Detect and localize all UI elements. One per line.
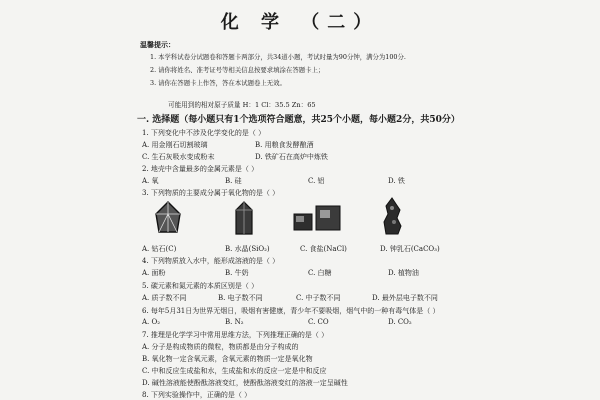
q1-option-d: D. 铁矿石在高炉中炼铁 [255, 153, 328, 161]
question-7: 7. 推理是化学学习中常用思维方法，下列推理正确的是（ ） [142, 331, 329, 339]
stalactite-image [380, 196, 404, 236]
q4-option-d: D. 植物油 [388, 269, 419, 277]
q6-option-a: A. O₂ [142, 318, 161, 326]
question-3: 3. 下列物质的主要成分属于氧化物的是（ ） [142, 189, 280, 197]
q2-option-b: B. 硅 [225, 177, 242, 185]
q5-option-d: D. 最外层电子数不同 [372, 294, 438, 302]
question-5: 5. 碳元素和氮元素的本质区别是（ ） [142, 282, 259, 290]
q7-option-c: C. 中和反应生成盐和水，生成盐和水的反应一定是中和反应 [142, 367, 327, 375]
q4-option-a: A. 面粉 [142, 269, 166, 277]
diamond-image [150, 200, 186, 236]
q6-option-c: C. CO [308, 318, 329, 326]
section-title: 一. 选择题（每小题只有1个选项符合题意，共25个小题，每小题2分，共50分） [137, 115, 460, 125]
q7-option-b: B. 氧化物一定含氧元素，含氧元素的物质一定是氧化物 [142, 355, 313, 363]
q5-option-b: B. 电子数不同 [218, 294, 263, 302]
q1-option-a: A. 用金刚石切割玻璃 [142, 141, 208, 149]
q1-option-c: C. 生石灰吸水变成粉末 [142, 153, 215, 161]
q3-option-d: D. 钟乳石(CaCO₃) [380, 245, 440, 253]
q7-option-a: A. 分子是构成物质的微粒，物质都是由分子构成的 [142, 343, 299, 351]
q6-option-b: B. N₂ [225, 318, 244, 326]
question-1: 1. 下列变化中不涉及化学变化的是（ ） [142, 129, 266, 137]
q1-option-b: B. 用粮食发酵酿酒 [255, 141, 314, 149]
quartz-crystal-image [232, 200, 256, 236]
q7-option-d: D. 碱性溶液能使酚酞溶液变红，使酚酞溶液变红的溶液一定呈碱性 [142, 379, 348, 387]
q3-option-a: A. 钻石(C) [142, 245, 177, 253]
q3-option-b: B. 水晶(SiO₂) [225, 245, 270, 253]
q2-option-d: D. 铁 [388, 177, 405, 185]
q6-option-d: D. CO₂ [388, 318, 412, 326]
q2-option-c: C. 铝 [308, 177, 325, 185]
q5-option-a: A. 质子数不同 [142, 294, 187, 302]
q4-option-c: C. 白糖 [308, 269, 332, 277]
notice-1: 1. 本学科试卷分试题卷和答题卡两部分，共34道小题，考试时量为90分钟，满分为100分. [150, 53, 406, 61]
page-title: 化 学 （二） [220, 12, 380, 33]
question-6: 6. 每年5月31日为世界无烟日，吸烟有害健康，青少年不要吸烟，烟气中的一种有毒气体是（ ） [142, 307, 440, 315]
atomic-masses: 可能用到的相对原子质量 H：1 Cl：35.5 Zn：65 [168, 101, 316, 109]
q2-option-a: A. 氧 [142, 177, 159, 185]
tips-heading: 温馨提示： [140, 40, 175, 49]
question-8: 8. 下列实验操作中，正确的是（ ） [142, 391, 252, 399]
q5-option-c: C. 中子数不同 [296, 294, 341, 302]
question-4: 4. 下列物质放入水中，能形成溶液的是（ ） [142, 257, 280, 265]
q4-option-b: B. 牛奶 [225, 269, 249, 277]
notice-3: 3. 请你在答题卡上作答，答在本试题卷上无效。 [150, 79, 286, 87]
salt-crystal-image [292, 204, 344, 234]
notice-2: 2. 请你将姓名、准考证号等相关信息按要求填涂在答题卡上； [150, 66, 325, 74]
question-2: 2. 地壳中含量最多的金属元素是（ ） [142, 165, 259, 173]
q3-option-c: C. 食盐(NaCl) [300, 245, 347, 253]
